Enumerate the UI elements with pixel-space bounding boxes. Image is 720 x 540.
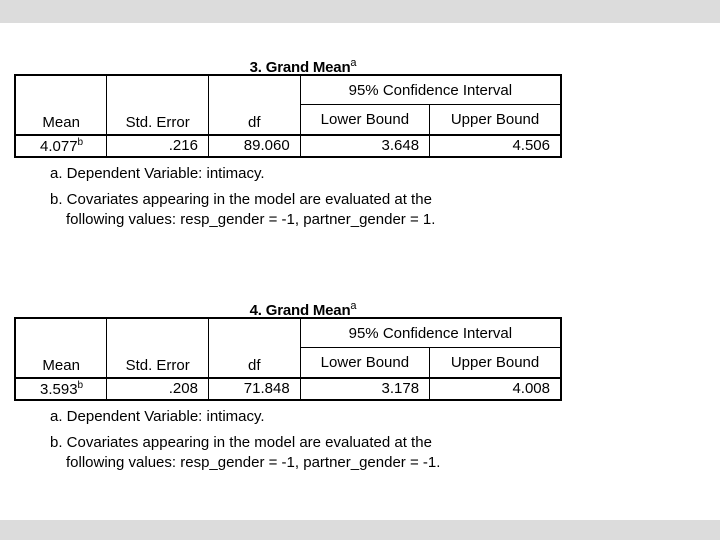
col-header-lower-bound: Lower Bound <box>300 105 429 135</box>
title-text: 4. Grand Mean <box>249 302 351 319</box>
footnote-b: b. Covariates appearing in the model are evaluated at the following values: resp_gender = -1, partner_gender = 1. <box>50 190 436 228</box>
title-footnote-mark: a <box>350 57 357 69</box>
footnotes <box>14 164 562 230</box>
mean-footnote-mark: b <box>77 136 84 148</box>
footnotes <box>14 407 562 473</box>
grand-mean-table <box>14 317 562 401</box>
bottom-band <box>0 520 720 540</box>
col-header-df: df <box>208 348 300 378</box>
cell-lower-bound: 3.178 <box>300 378 429 400</box>
footnote-a: a. Dependent Variable: intimacy. <box>50 407 265 425</box>
grand-mean-table <box>14 74 562 158</box>
top-band <box>0 0 720 23</box>
cell-df: 89.060 <box>208 135 300 157</box>
cell-upper-bound: 4.008 <box>430 378 561 400</box>
cell-upper-bound: 4.506 <box>430 135 561 157</box>
grand-mean-block-4 <box>14 295 562 479</box>
cell-lower-bound: 3.648 <box>300 135 429 157</box>
cell-std-error: .216 <box>107 135 209 157</box>
table-title <box>14 295 562 317</box>
col-header-lower-bound: Lower Bound <box>300 348 429 378</box>
footnote-b: b. Covariates appearing in the model are evaluated at the following values: resp_gender = -1, partner_gender = -1. <box>50 433 441 471</box>
ci-header: 95% Confidence Interval <box>300 318 561 348</box>
ci-header: 95% Confidence Interval <box>300 75 561 105</box>
cell-mean: 4.077$^b$ <box>15 135 107 157</box>
col-header-std-error: Std. Error <box>107 348 209 378</box>
table-title <box>14 52 562 74</box>
title-text: 3. Grand Mean <box>249 59 351 76</box>
cell-df: 71.848 <box>208 378 300 400</box>
footnote-a: a. Dependent Variable: intimacy. <box>50 164 265 182</box>
table-row <box>15 378 561 400</box>
cell-mean: 3.593$^b$ <box>15 378 107 400</box>
col-header-std-error: Std. Error <box>107 105 209 135</box>
col-header-mean: Mean <box>15 348 107 378</box>
cell-std-error: .208 <box>107 378 209 400</box>
grand-mean-block-3 <box>14 52 562 236</box>
title-footnote-mark: a <box>350 300 357 312</box>
col-header-upper-bound: Upper Bound <box>430 105 561 135</box>
table-row <box>15 135 561 157</box>
mean-footnote-mark: b <box>77 379 84 391</box>
col-header-mean: Mean <box>15 105 107 135</box>
col-header-upper-bound: Upper Bound <box>430 348 561 378</box>
col-header-df: df <box>208 105 300 135</box>
